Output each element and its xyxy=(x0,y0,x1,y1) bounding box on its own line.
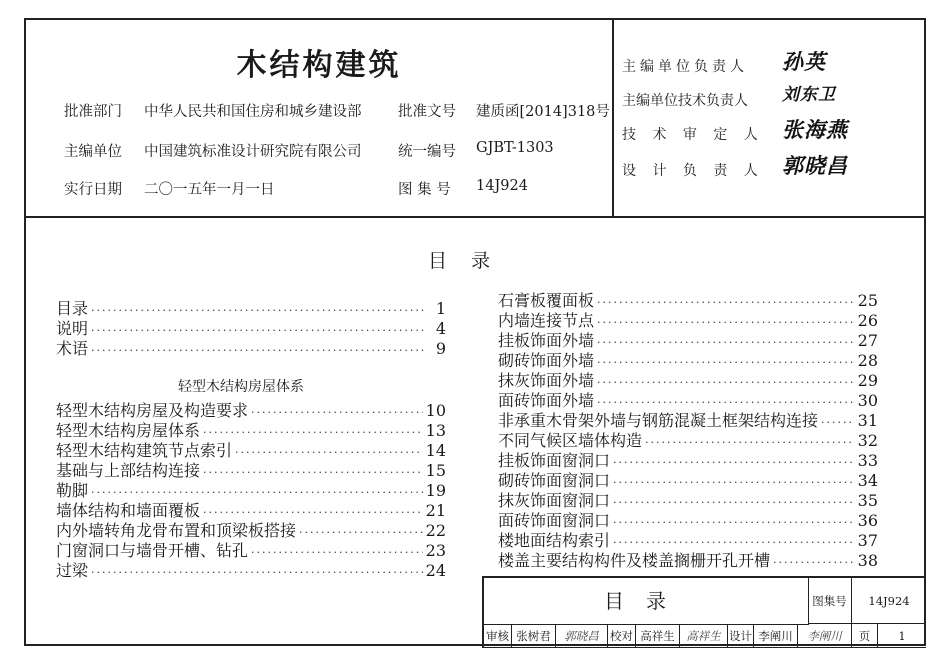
toc-entry[interactable] xyxy=(56,336,446,359)
toc-entry-page: 25 xyxy=(857,291,878,310)
toc-entry-title: 过梁 xyxy=(56,561,89,580)
responsible-signature: 刘东卫 xyxy=(782,85,836,105)
toc-entry-title: 轻型木结构房屋及构造要求 xyxy=(56,401,249,420)
toc-entry-page: 38 xyxy=(857,551,878,570)
toc-heading: 目 录 xyxy=(428,250,491,272)
toc-entry-title: 轻型木结构建筑节点索引 xyxy=(56,441,233,460)
designer-name: 李阐川 xyxy=(754,624,798,648)
title-block-atlas-no: 14J924 xyxy=(852,578,926,624)
editor-unit: 中国建筑标准设计研究院有限公司 xyxy=(144,144,362,160)
title-block xyxy=(482,576,926,648)
effective-date: 二〇一五年一月一日 xyxy=(144,182,275,198)
toc-leader xyxy=(91,566,423,579)
responsibles-panel xyxy=(612,20,926,216)
atlas-no: 14J924 xyxy=(476,178,528,194)
toc-entry-page: 15 xyxy=(425,461,446,480)
title-block-title: 目录 xyxy=(484,578,809,625)
toc-entry-title: 基础与上部结构连接 xyxy=(56,461,201,480)
unified-no-label: 统一编号 xyxy=(398,144,456,160)
toc-entry-title: 抹灰饰面外墙 xyxy=(498,371,595,390)
toc-entry-title: 楼盖主要结构构件及楼盖搁栅开孔开槽 xyxy=(498,551,771,570)
title-block-atlas-label: 图集号 xyxy=(808,578,852,624)
atlas-no-label: 图 集 号 xyxy=(398,182,451,198)
toc-entry-page: 21 xyxy=(425,501,446,520)
unified-no: GJBT-1303 xyxy=(476,140,554,156)
page-number: 1 xyxy=(878,624,926,648)
toc-entry-page: 36 xyxy=(857,511,878,530)
toc-entry-page: 32 xyxy=(857,431,878,450)
toc-entry-title: 不同气候区墙体构造 xyxy=(498,431,643,450)
toc-entry-title: 勒脚 xyxy=(56,481,89,500)
toc-entry-title: 挂板饰面外墙 xyxy=(498,331,595,350)
toc-entry-title: 面砖饰面窗洞口 xyxy=(498,511,611,530)
toc-entry[interactable] xyxy=(56,558,446,581)
reviewer-name: 张树君 xyxy=(512,624,556,648)
toc-entry-page: 34 xyxy=(857,471,878,490)
toc-entry-title: 砌砖饰面外墙 xyxy=(498,351,595,370)
toc-entry-page: 33 xyxy=(857,451,878,470)
toc-entry-page: 24 xyxy=(425,561,446,580)
toc-entry-title: 抹灰饰面窗洞口 xyxy=(498,491,611,510)
approval-info xyxy=(26,20,612,216)
toc-entry-page: 1 xyxy=(435,299,446,318)
toc-entry-title: 面砖饰面外墙 xyxy=(498,391,595,410)
toc-entry-title: 内外墙转角龙骨布置和顶梁板搭接 xyxy=(56,521,297,540)
toc-entry-title: 说明 xyxy=(56,319,89,338)
toc-entry-title: 轻型木结构房屋体系 xyxy=(56,421,201,440)
section-heading: 轻型木结构房屋体系 xyxy=(178,379,304,395)
atlas-header xyxy=(26,20,924,218)
toc-leader xyxy=(773,556,855,569)
toc-entry-page: 37 xyxy=(857,531,878,550)
drawing-frame xyxy=(24,18,926,646)
responsible-role: 主编单位技术负责人 xyxy=(622,93,748,109)
toc-entry-page: 23 xyxy=(425,541,446,560)
toc-entry-title: 挂板饰面窗洞口 xyxy=(498,451,611,470)
toc-entry[interactable] xyxy=(498,548,878,571)
toc-entry-title: 内墙连接节点 xyxy=(498,311,595,330)
check-label: 校对 xyxy=(608,624,636,648)
toc-entry-page: 4 xyxy=(435,319,446,338)
toc-entry-page: 29 xyxy=(857,371,878,390)
editor-unit-label: 主编单位 xyxy=(64,144,122,160)
toc-entry-page: 28 xyxy=(857,351,878,370)
responsible-role: 设 计 负 责 人 xyxy=(622,163,764,179)
page-label: 页 xyxy=(852,624,878,648)
approval-doc: 建质函[2014]318号 xyxy=(476,104,610,120)
toc-entry-title: 石膏板覆面板 xyxy=(498,291,595,310)
designer-signature: 李阐川 xyxy=(798,624,852,648)
toc-entry-page: 10 xyxy=(425,401,446,420)
toc-entry-page: 26 xyxy=(857,311,878,330)
responsible-signature: 张海燕 xyxy=(782,117,848,142)
toc-entry-title: 门窗洞口与墙骨开槽、钻孔 xyxy=(56,541,249,560)
toc-entry-title: 墙体结构和墙面覆板 xyxy=(56,501,201,520)
toc-entry-page: 27 xyxy=(857,331,878,350)
checker-signature: 高祥生 xyxy=(680,624,728,648)
responsible-role: 技 术 审 定 人 xyxy=(622,127,764,143)
responsible-signature: 孙英 xyxy=(782,49,826,74)
toc-entry-page: 14 xyxy=(425,441,446,460)
toc-entry-title: 目录 xyxy=(56,299,89,318)
effective-date-label: 实行日期 xyxy=(64,182,122,198)
responsible-role: 主编单位负责人 xyxy=(622,59,748,75)
approval-doc-label: 批准文号 xyxy=(398,104,456,120)
toc-entry-title: 术语 xyxy=(56,339,89,358)
review-label: 审核 xyxy=(484,624,512,648)
toc-leader xyxy=(91,344,427,357)
toc-entry-title: 非承重木骨架外墙与钢筋混凝土框架结构连接 xyxy=(498,411,819,430)
toc-entry-title: 楼地面结构索引 xyxy=(498,531,611,550)
approval-dept: 中华人民共和国住房和城乡建设部 xyxy=(144,104,362,120)
toc-entry-page: 9 xyxy=(435,339,446,358)
approval-dept-label: 批准部门 xyxy=(64,104,122,120)
toc-entry-page: 35 xyxy=(857,491,878,510)
toc-entry-title: 砌砖饰面窗洞口 xyxy=(498,471,611,490)
toc-entry-page: 19 xyxy=(425,481,446,500)
design-label: 设计 xyxy=(728,624,754,648)
checker-name: 高祥生 xyxy=(636,624,680,648)
atlas-title: 木结构建筑 xyxy=(236,48,402,83)
toc-entry-page: 13 xyxy=(425,421,446,440)
toc-entry-page: 22 xyxy=(425,521,446,540)
toc-entry-page: 30 xyxy=(857,391,878,410)
responsible-signature: 郭晓昌 xyxy=(782,153,848,178)
toc-entry-page: 31 xyxy=(857,411,878,430)
reviewer-signature: 郭晓昌 xyxy=(556,624,608,648)
